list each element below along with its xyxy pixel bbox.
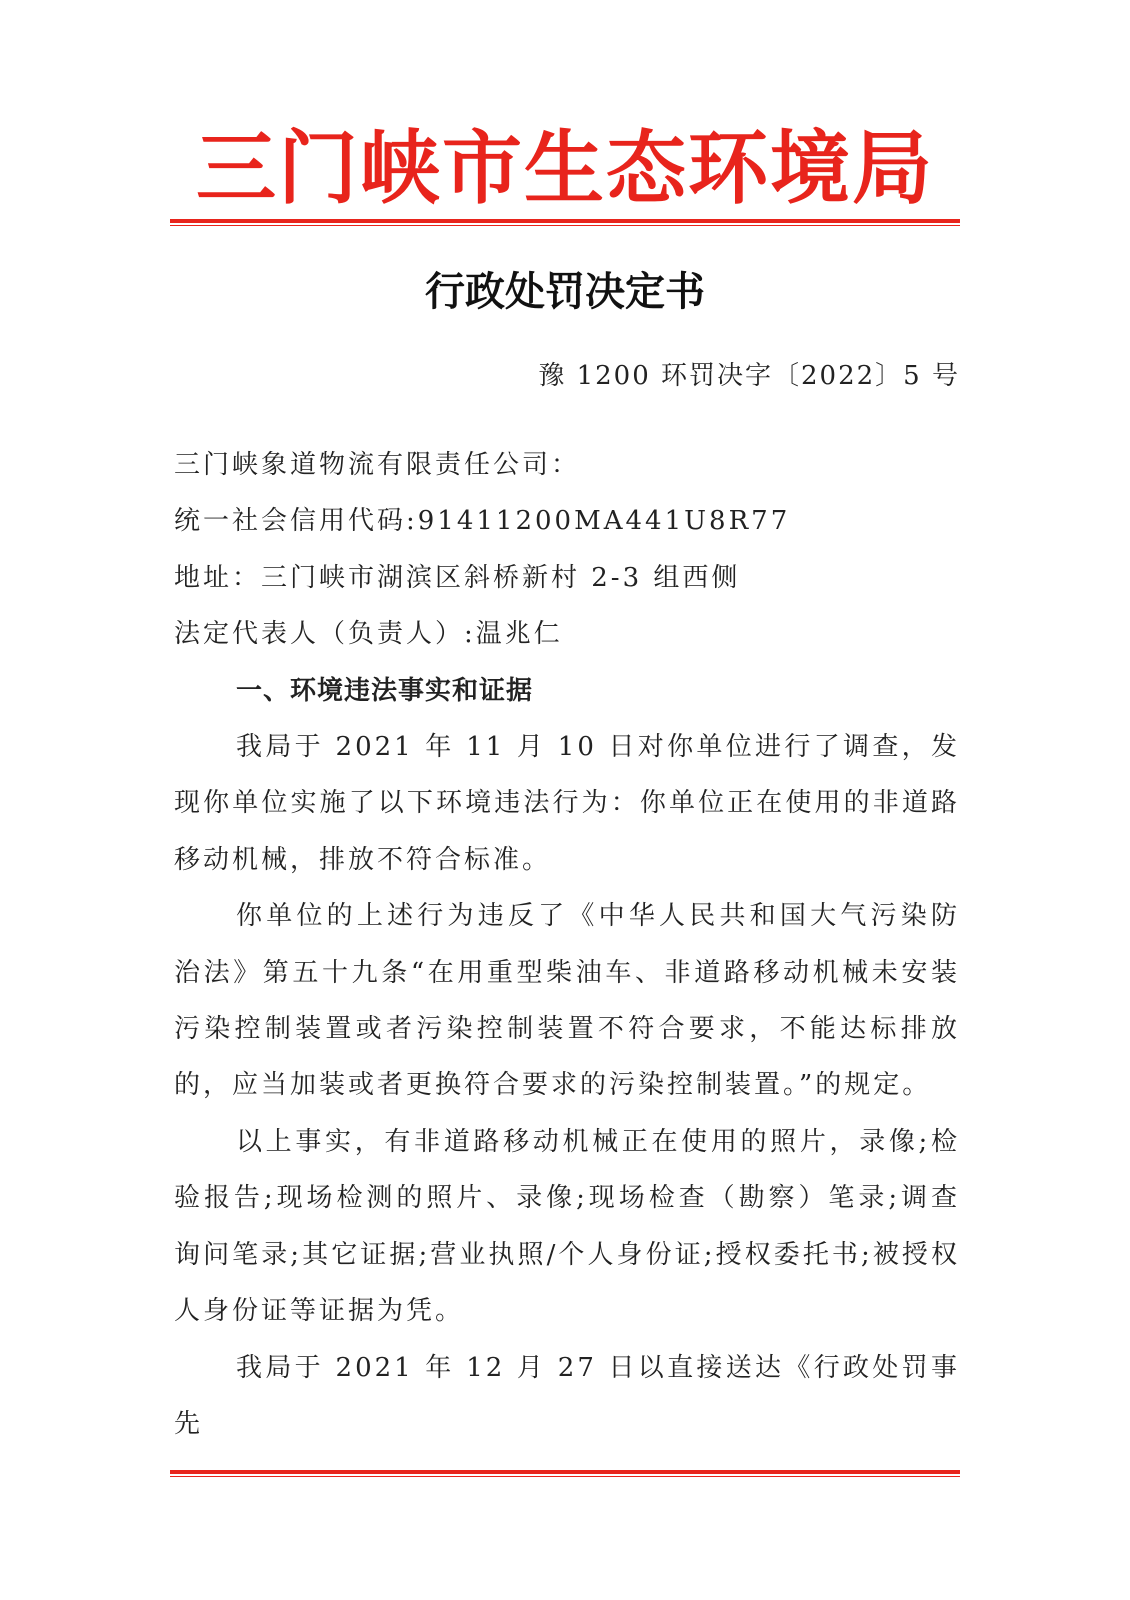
recipient-company: 三门峡象道物流有限责任公司： bbox=[174, 450, 581, 480]
footer-divider bbox=[170, 1470, 960, 1477]
document-title: 行政处罚决定书 bbox=[425, 268, 705, 315]
document-body bbox=[174, 437, 960, 1452]
recipient-legal-rep: 法定代表人（负责人）:温兆仁 bbox=[174, 619, 563, 650]
document-number: 豫 1200 环罚决字〔2022〕5 号 bbox=[538, 361, 960, 391]
recipient-credit-code: 统一社会信用代码:91411200MA441U8R77 bbox=[174, 506, 791, 537]
agency-letterhead: 三门峡市生态环境局 bbox=[196, 121, 934, 215]
recipient-address: 地址：三门峡市湖滨区斜桥新村 2-3 组西侧 bbox=[174, 562, 741, 593]
letterhead-divider bbox=[170, 219, 960, 226]
paragraph-notice: 我局于 2021 年 12 月 27 日以直接送达《行政处罚事先 bbox=[174, 1352, 960, 1439]
section-heading: 一、环境违法事实和证据 bbox=[236, 675, 534, 706]
paragraph-violation: 你单位的上述行为违反了《中华人民共和国大气污染防治法》第五十九条“在用重型柴油车、非道路移动机械未安装污染控制装置或者污染控制装置不符合要求，不能达标排放的，应当加装或者更换符合要求的污染控制装置。”的规定。 bbox=[174, 901, 960, 1101]
paragraph-evidence: 以上事实，有非道路移动机械正在使用的照片，录像;检验报告;现场检测的照片、录像;现场检查（勘察）笔录;调查询问笔录;其它证据;营业执照/个人身份证;授权委托书;被授权人身份证等证据为凭。 bbox=[174, 1126, 960, 1327]
paragraph-findings: 我局于 2021 年 11 月 10 日对你单位进行了调查，发现你单位实施了以下环境违法行为：你单位正在使用的非道路移动机械，排放不符合标准。 bbox=[174, 732, 960, 875]
